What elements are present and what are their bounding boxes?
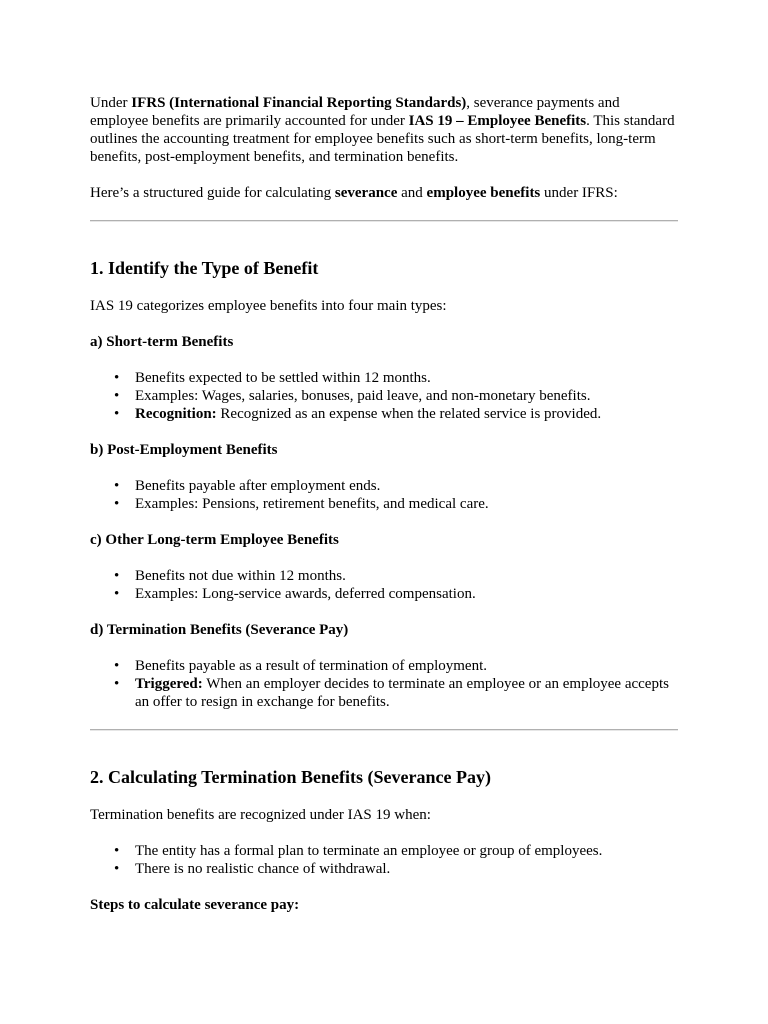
recognition-label: Recognition:	[135, 406, 217, 422]
guide-text: and	[397, 185, 427, 201]
intro-text: . This standard outlines the accounting treatment for employee benefits such as short-term benefits, long-term benefits, post-employment benefits, and termination benefits.	[90, 113, 675, 165]
guide-paragraph	[90, 184, 678, 202]
employee-benefits-term: employee benefits	[426, 185, 541, 201]
horizontal-divider	[90, 729, 678, 731]
list-item: • Examples: Pensions, retirement benefits, and medical care.	[135, 495, 678, 513]
section-2-intro: Termination benefits are recognized under IAS 19 when:	[90, 807, 431, 823]
list-item: • Benefits payable as a result of termination of employment.	[135, 657, 678, 675]
ias19-term: IAS 19 – Employee Benefits	[408, 113, 587, 129]
steps-label: Steps to calculate severance pay:	[90, 897, 300, 913]
subheading-termination: d) Termination Benefits (Severance Pay)	[90, 622, 349, 638]
horizontal-divider	[90, 220, 678, 222]
termination-list	[90, 657, 678, 711]
subheading-long-term: c) Other Long-term Employee Benefits	[90, 532, 339, 548]
intro-text: , severance payments and employee benefits are primarily accounted for under	[90, 95, 620, 129]
triggered-label: Triggered:	[135, 676, 203, 692]
ifrs-term: IFRS (International Financial Reporting Standards)	[131, 95, 467, 111]
post-employment-list	[90, 477, 678, 513]
section-2-heading: 2. Calculating Termination Benefits (Severance Pay)	[90, 767, 491, 787]
subheading-post-employment: b) Post-Employment Benefits	[90, 442, 278, 458]
list-item	[135, 405, 678, 423]
intro-text: Under	[90, 95, 132, 111]
short-term-list	[90, 369, 678, 423]
guide-text: under IFRS:	[540, 185, 618, 201]
list-item: • The entity has a formal plan to terminate an employee or group of employees.	[135, 842, 678, 860]
conditions-list	[90, 842, 678, 878]
list-item: • There is no realistic chance of withdrawal.	[135, 860, 678, 878]
long-term-list	[90, 567, 678, 603]
section-1-intro: IAS 19 categorizes employee benefits into four main types:	[90, 298, 447, 314]
intro-paragraph	[90, 94, 678, 166]
triggered-text: When an employer decides to terminate an employee or an employee accepts an offer to resign in exchange for benefits.	[135, 676, 669, 710]
list-item: • Benefits expected to be settled within 12 months.	[135, 369, 678, 387]
severance-term: severance	[334, 185, 398, 201]
list-item: • Examples: Wages, salaries, bonuses, paid leave, and non-monetary benefits.	[135, 387, 678, 405]
subheading-short-term: a) Short-term Benefits	[90, 334, 234, 350]
list-item: • Examples: Long-service awards, deferred compensation.	[135, 585, 678, 603]
section-1-heading: 1. Identify the Type of Benefit	[90, 258, 319, 278]
list-item: • Benefits not due within 12 months.	[135, 567, 678, 585]
list-item	[135, 675, 678, 711]
guide-text: Here’s a structured guide for calculating	[90, 185, 335, 201]
list-item: • Benefits payable after employment ends.	[135, 477, 678, 495]
recognition-text: Recognized as an expense when the related service is provided.	[216, 406, 602, 422]
